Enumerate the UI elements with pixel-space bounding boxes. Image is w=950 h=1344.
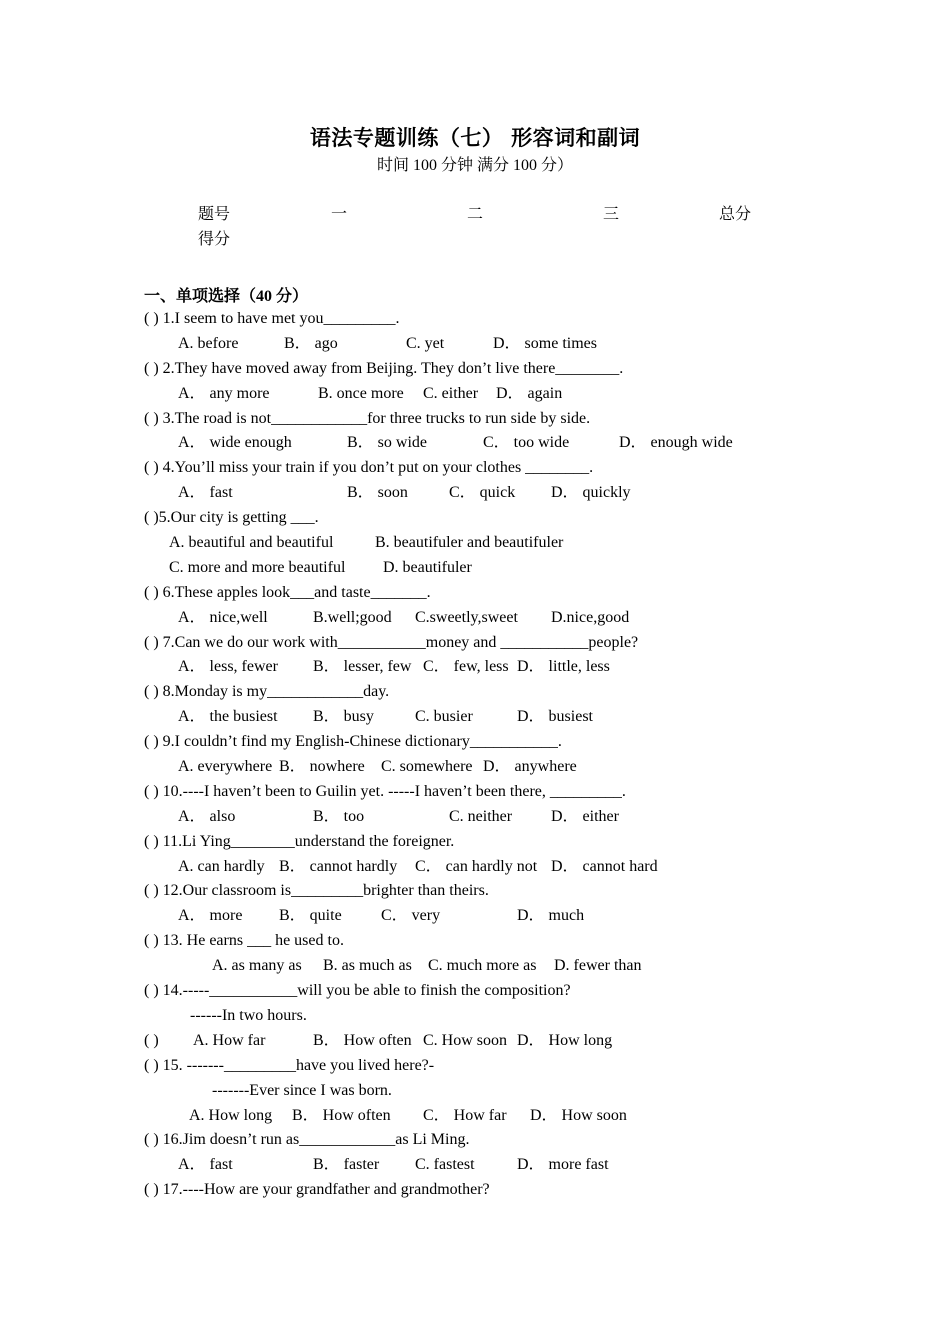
question-stem: ( ) 17.----How are your grandfather and grandmother? — [144, 1181, 490, 1199]
option-a: A． more — [178, 907, 243, 925]
question-answer-line: -------Ever since I was born. — [212, 1081, 392, 1099]
question-stem: ( )5.Our city is getting ___. — [144, 509, 319, 527]
question-stem: ( ) 10.----I haven’t been to Guilin yet. -----I haven’t been there, _________. — [144, 782, 626, 800]
option-a: A. as many as — [212, 957, 302, 975]
page-title: 语法专题训练（七） 形容词和副词 — [309, 126, 641, 150]
option-a: A． the busiest — [178, 708, 278, 726]
section-heading: 一、单项选择（40 分） — [144, 288, 309, 305]
option-a: A． fast — [178, 1156, 233, 1174]
option-a: A. everywhere — [178, 758, 273, 776]
question-options — [0, 1029, 950, 1054]
question-stem: ( ) 7.Can we do our work with___________money and ___________people? — [144, 633, 639, 651]
option-b: B. beautifuler and beautifuler — [375, 534, 564, 552]
question-stem: ( ) 14.-----___________will you be able to finish the composition? — [144, 982, 571, 1000]
option-d: D． busiest — [517, 708, 594, 726]
option-a: A． any more — [178, 384, 270, 402]
option-c: C. somewhere — [381, 758, 473, 776]
option-d: D． either — [551, 807, 619, 825]
option-a: A. How long — [189, 1106, 273, 1124]
question-stem: ( ) 15. -------_________have you lived here?- — [144, 1056, 435, 1074]
option-d: D． enough wide — [619, 434, 733, 452]
question-stem: ( ) 12.Our classroom is_________brighter than theirs. — [144, 882, 489, 900]
score-cell-section-2: 二 — [467, 206, 484, 223]
answer-bracket: ( ) — [144, 1031, 159, 1049]
question-options — [0, 1153, 950, 1178]
option-c: C. more and more beautiful — [169, 558, 346, 576]
score-cell-label: 题号 — [198, 206, 231, 223]
option-c: C. busier — [415, 708, 473, 726]
option-d: D. fewer than — [554, 957, 642, 975]
option-d: D. beautifuler — [383, 558, 472, 576]
question-stem: ( ) 4.You’ll miss your train if you don’t put on your clothes ________. — [144, 459, 594, 477]
option-b: B． How often — [292, 1106, 391, 1124]
score-cell-section-1: 一 — [331, 206, 348, 223]
question-options — [0, 705, 950, 730]
option-d: D． some times — [493, 334, 597, 352]
question-options — [0, 1104, 950, 1129]
option-b: B. once more — [318, 384, 404, 402]
option-c: C. yet — [406, 334, 445, 352]
option-a: A． wide enough — [178, 434, 292, 452]
option-c: C． very — [381, 907, 441, 925]
option-b: B． cannot hardly — [279, 857, 398, 875]
option-b: B． soon — [347, 484, 408, 502]
option-a: A. beautiful and beautiful — [169, 534, 334, 552]
option-b: B． quite — [279, 907, 342, 925]
option-c: C. much more as — [428, 957, 537, 975]
option-d: D． again — [496, 384, 563, 402]
option-d: D.nice,good — [551, 608, 630, 626]
option-d: D． anywhere — [483, 758, 577, 776]
option-a: A． nice,well — [178, 608, 268, 626]
option-d: D． How soon — [530, 1106, 627, 1124]
question-stem: ( ) 9.I couldn’t find my English-Chinese dictionary___________. — [144, 733, 562, 751]
question-options — [0, 904, 950, 929]
option-a: A. before — [178, 334, 239, 352]
question-options — [0, 531, 950, 556]
question-options — [0, 481, 950, 506]
option-b: B． too — [313, 807, 365, 825]
option-c: C． can hardly not — [415, 857, 538, 875]
score-table-header-row — [0, 201, 950, 223]
option-c: C． too wide — [483, 434, 570, 452]
question-list — [0, 307, 950, 1203]
option-d: D． How long — [517, 1031, 613, 1049]
question-options — [0, 855, 950, 880]
option-b: B． lesser, few — [313, 658, 412, 676]
question-options — [0, 655, 950, 680]
option-b: B.well;good — [313, 608, 392, 626]
option-d: D． cannot hard — [551, 857, 658, 875]
option-b: B． faster — [313, 1156, 380, 1174]
question-stem: ( ) 3.The road is not____________for three trucks to run side by side. — [144, 409, 591, 427]
question-options — [0, 954, 950, 979]
question-options — [0, 606, 950, 631]
question-options — [0, 382, 950, 407]
option-c: C.sweetly,sweet — [415, 608, 518, 626]
option-d: D． quickly — [551, 484, 631, 502]
option-b: B． nowhere — [279, 758, 365, 776]
option-a: A. can hardly — [178, 857, 265, 875]
option-a: A. How far — [193, 1031, 266, 1049]
option-a: A． also — [178, 807, 236, 825]
question-stem: ( ) 16.Jim doesn’t run as____________as Li Ming. — [144, 1131, 470, 1149]
score-cell-score-label: 得分 — [198, 231, 231, 248]
option-b: B． ago — [284, 334, 338, 352]
option-c: C. How soon — [423, 1031, 508, 1049]
question-options — [0, 332, 950, 357]
question-stem: ( ) 6.These apples look___and taste_______. — [144, 583, 431, 601]
option-b: B． How often — [313, 1031, 412, 1049]
question-options — [0, 556, 950, 581]
question-answer-line: ------In two hours. — [190, 1006, 307, 1024]
page-subtitle: 时间 100 分钟 满分 100 分） — [376, 157, 573, 174]
score-table-score-row — [0, 226, 950, 248]
option-c: C. neither — [449, 807, 513, 825]
question-stem: ( ) 11.Li Ying________understand the foreigner. — [144, 832, 455, 850]
score-cell-section-3: 三 — [603, 206, 620, 223]
question-options — [0, 805, 950, 830]
option-d: D． little, less — [517, 658, 610, 676]
option-c: C. fastest — [415, 1156, 475, 1174]
question-stem: ( ) 8.Monday is my____________day. — [144, 683, 390, 701]
option-d: D． much — [517, 907, 585, 925]
option-a: A． less, fewer — [178, 658, 278, 676]
option-a: A． fast — [178, 484, 233, 502]
question-options — [0, 755, 950, 780]
option-d: D． more fast — [517, 1156, 609, 1174]
option-c: C． few, less — [423, 658, 509, 676]
score-cell-total: 总分 — [719, 206, 752, 223]
option-b: B． so wide — [347, 434, 428, 452]
option-b: B. as much as — [323, 957, 412, 975]
option-c: C． quick — [449, 484, 516, 502]
option-c: C. either — [423, 384, 479, 402]
question-stem: ( ) 1.I seem to have met you_________. — [144, 310, 400, 327]
question-stem: ( ) 2.They have moved away from Beijing. They don’t live there________. — [144, 359, 624, 377]
option-b: B． busy — [313, 708, 374, 726]
option-c: C． How far — [423, 1106, 507, 1124]
question-stem: ( ) 13. He earns ___ he used to. — [144, 932, 344, 950]
question-options — [0, 431, 950, 456]
